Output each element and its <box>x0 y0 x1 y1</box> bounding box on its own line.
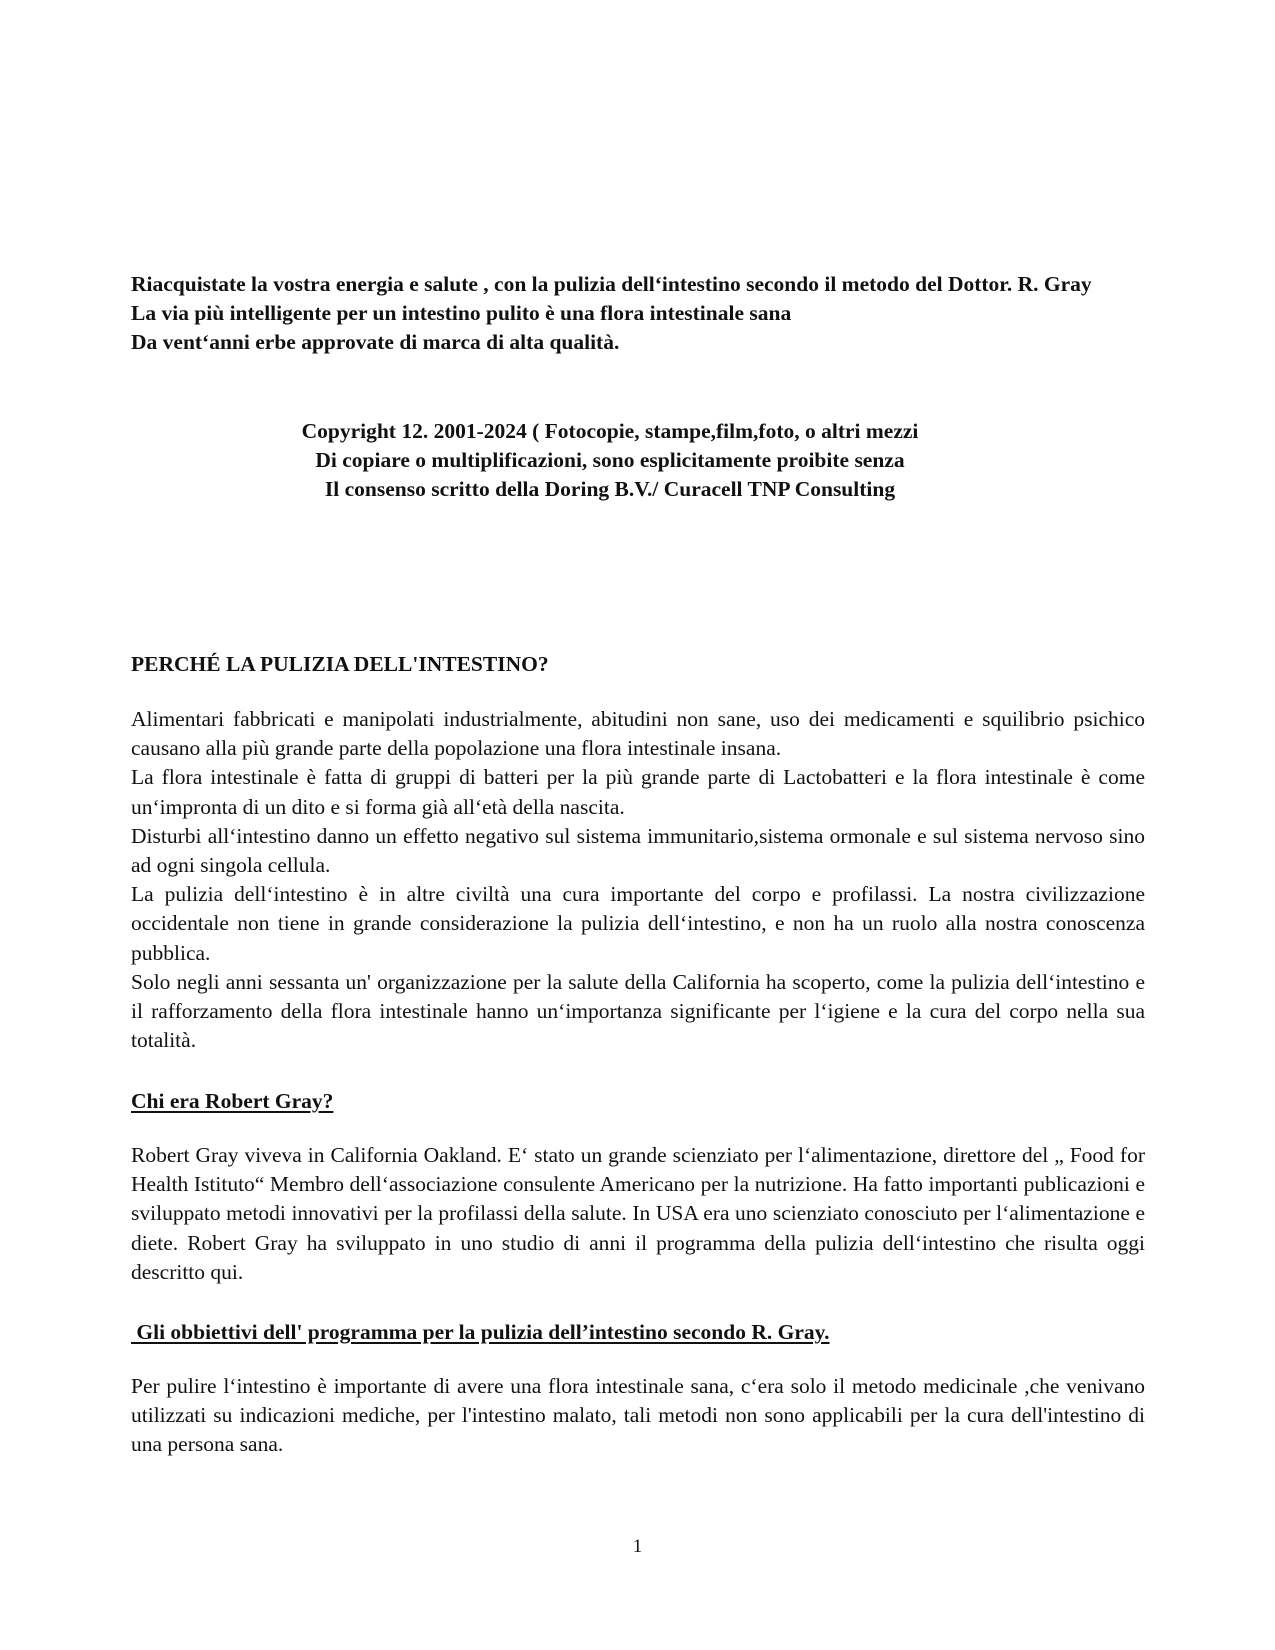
copyright-line: Il consenso scritto della Doring B.V./ Curacell TNP Consulting <box>324 477 896 501</box>
intro-line: Da vent‘anni erbe approvate di marca di alta qualità. <box>131 330 620 354</box>
paragraph: Solo negli anni sessanta un' organizzazione per la salute della California ha scoperto, come la pulizia dell‘intestino e il rafforzamento della flora intestinale hanno un‘importanza significante per l‘igiene e la cura del corpo nella sua totalità. <box>131 969 1145 1053</box>
intro-block <box>131 270 1145 357</box>
intro-line: La via più intelligente per un intestino pulito è una flora intestinale sana <box>131 301 792 325</box>
section-body-robert-gray <box>131 1141 1145 1287</box>
copyright-line: Copyright 12. 2001-2024 ( Fotocopie, stampe,film,foto, o altri mezzi <box>301 419 919 443</box>
section-body-objectives <box>131 1372 1145 1460</box>
section-heading-why-cleanse: PERCHÉ LA PULIZIA DELL'INTESTINO? <box>131 652 549 676</box>
section-body-why-cleanse <box>131 705 1145 1055</box>
section-heading-objectives: Gli obbiettivi dell' programma per la pulizia dell’intestino secondo R. Gray. <box>131 1320 830 1344</box>
paragraph: Robert Gray viveva in California Oakland. E‘ stato un grande scienziato per l‘alimentazione, direttore del „ Food for Health Istituto“ Membro dell‘associazione consulente Americano per la nutrizione. Ha fatto importanti publicazioni e sviluppato metodi innovativi per la profilassi della salute. In USA era uno scienziato conosciuto per l‘alimentazione e diete. Robert Gray ha sviluppato in uno studio di anni il programma della pulizia dell‘intestino che risulta oggi descritto qui. <box>131 1143 1145 1284</box>
copyright-line: Di copiare o multiplificazioni, sono esplicitamente proibite senza <box>315 448 905 472</box>
paragraph: La pulizia dell‘intestino è in altre civiltà una cura importante del corpo e profilassi. La nostra civilizzazione occidentale non tiene in grande considerazione la pulizia dell‘intestino, e non ha un ruolo alla nostra conoscenza pubblica. <box>131 882 1145 965</box>
section-heading-robert-gray: Chi era Robert Gray? <box>131 1089 334 1113</box>
paragraph: Alimentari fabbricati e manipolati industrialmente, abitudini non sane, uso dei medicamenti e squilibrio psichico causano alla più grande parte della popolazione una flora intestinale insana. <box>131 707 1145 761</box>
paragraph: Disturbi all‘intestino danno un effetto negativo sul sistema immunitario,sistema ormonale e sul sistema nervoso sino ad ogni singola cellula. <box>131 823 1145 878</box>
page-number: 1 <box>632 1536 643 1557</box>
intro-line: Riacquistate la vostra energia e salute , con la pulizia dell‘intestino secondo il metodo del Dottor. R. Gray <box>131 272 1092 296</box>
paragraph: La flora intestinale è fatta di gruppi di batteri per la più grande parte di Lactobatteri e la flora intestinale è come un‘impronta di un dito e si forma già all‘età della nascita. <box>131 765 1145 819</box>
copyright-notice <box>200 417 1020 504</box>
paragraph: Per pulire l‘intestino è importante di avere una flora intestinale sana, c‘era solo il metodo medicinale ,che venivano utilizzati su indicazioni mediche, per l'intestino malato, tali metodi non sono applicabili per la cura dell'intestino di una persona sana. <box>131 1374 1145 1457</box>
